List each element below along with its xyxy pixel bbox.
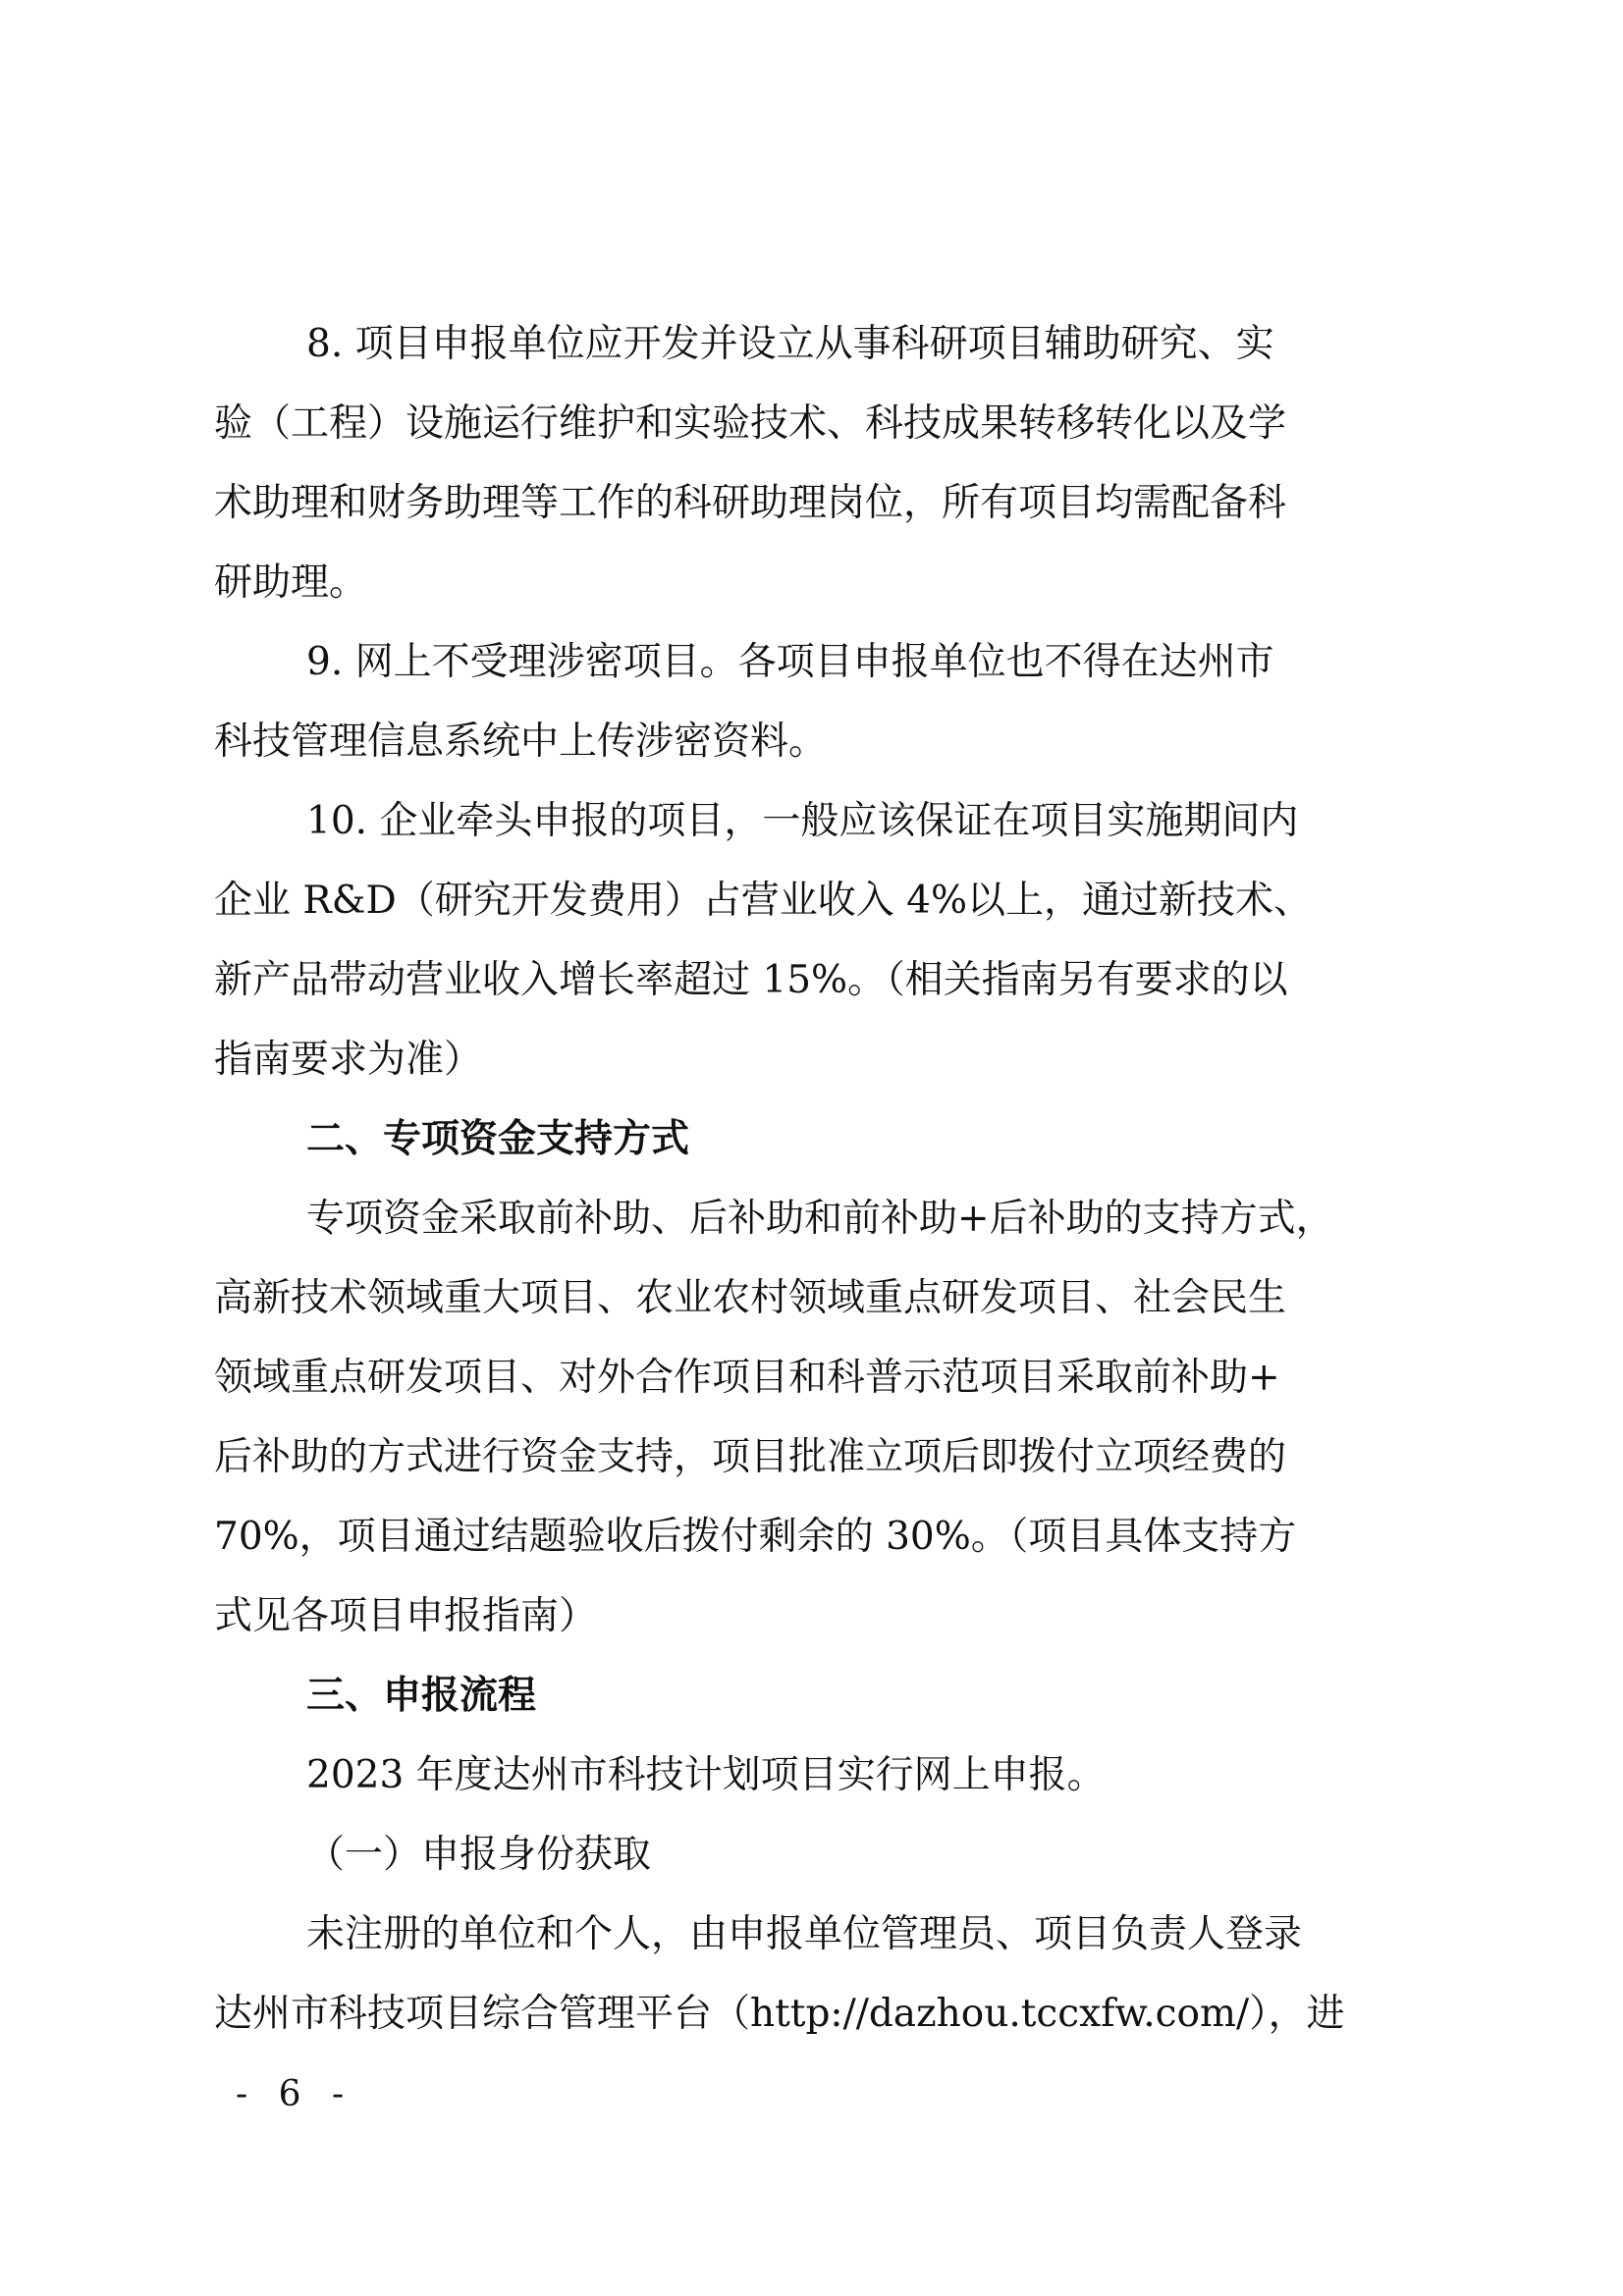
item-10-line-4: 指南要求为准） (214, 1038, 483, 1082)
section-3-line-2: 达州市科技项目综合管理平台（http://dazhou.tccxfw.com/），进 (214, 1992, 1345, 2036)
item-8-line-3: 术助理和财务助理等工作的科研助理岗位，所有项目均需配备科 (214, 481, 1287, 525)
section-2-line-6: 式见各项目申报指南） (214, 1594, 598, 1638)
section-3-subheading: （一）申报身份获取 (306, 1833, 652, 1877)
item-10-line-3: 新产品带动营业收入增长率超过 15%。（相关指南另有要求的以 (214, 958, 1288, 1002)
section-2-line-2: 高新技术领域重大项目、农业农村领域重点研发项目、社会民生 (214, 1276, 1287, 1320)
section-2-line-3: 领域重点研发项目、对外合作项目和科普示范项目采取前补助+ (214, 1356, 1280, 1400)
section-2-line-4: 后补助的方式进行资金支持，项目批准立项后即拨付立项经费的 (214, 1435, 1287, 1479)
item-8-line-1: 8. 项目申报单位应开发并设立从事科研项目辅助研究、实 (306, 322, 1274, 366)
section-3-intro: 2023 年度达州市科技计划项目实行网上申报。 (306, 1753, 1106, 1797)
item-10-line-2: 企业 R&D（研究开发费用）占营业收入 4%以上，通过新技术、 (214, 879, 1313, 923)
section-3-line-1: 未注册的单位和个人，由申报单位管理员、项目负责人登录 (306, 1912, 1303, 1956)
item-9-line-1: 9. 网上不受理涉密项目。各项目申报单位也不得在达州市 (306, 640, 1274, 684)
section-3-heading: 三、申报流程 (306, 1674, 537, 1718)
section-2-heading: 二、专项资金支持方式 (306, 1117, 690, 1161)
item-8-line-2: 验（工程）设施运行维护和实验技术、科技成果转移转化以及学 (214, 401, 1287, 446)
item-9-line-2: 科技管理信息系统中上传涉密资料。 (214, 720, 828, 764)
section-2-line-1: 专项资金采取前补助、后补助和前补助+后补助的支持方式， (306, 1197, 1334, 1241)
item-8-line-4: 研助理。 (214, 561, 368, 605)
section-2-line-5: 70%，项目通过结题验收后拨付剩余的 30%。（项目具体支持方 (214, 1515, 1297, 1559)
body-text (214, 304, 1412, 2054)
item-10-line-1: 10. 企业牵头申报的项目，一般应该保证在项目实施期间内 (306, 799, 1299, 843)
page-number: - 6 - (236, 2074, 354, 2114)
